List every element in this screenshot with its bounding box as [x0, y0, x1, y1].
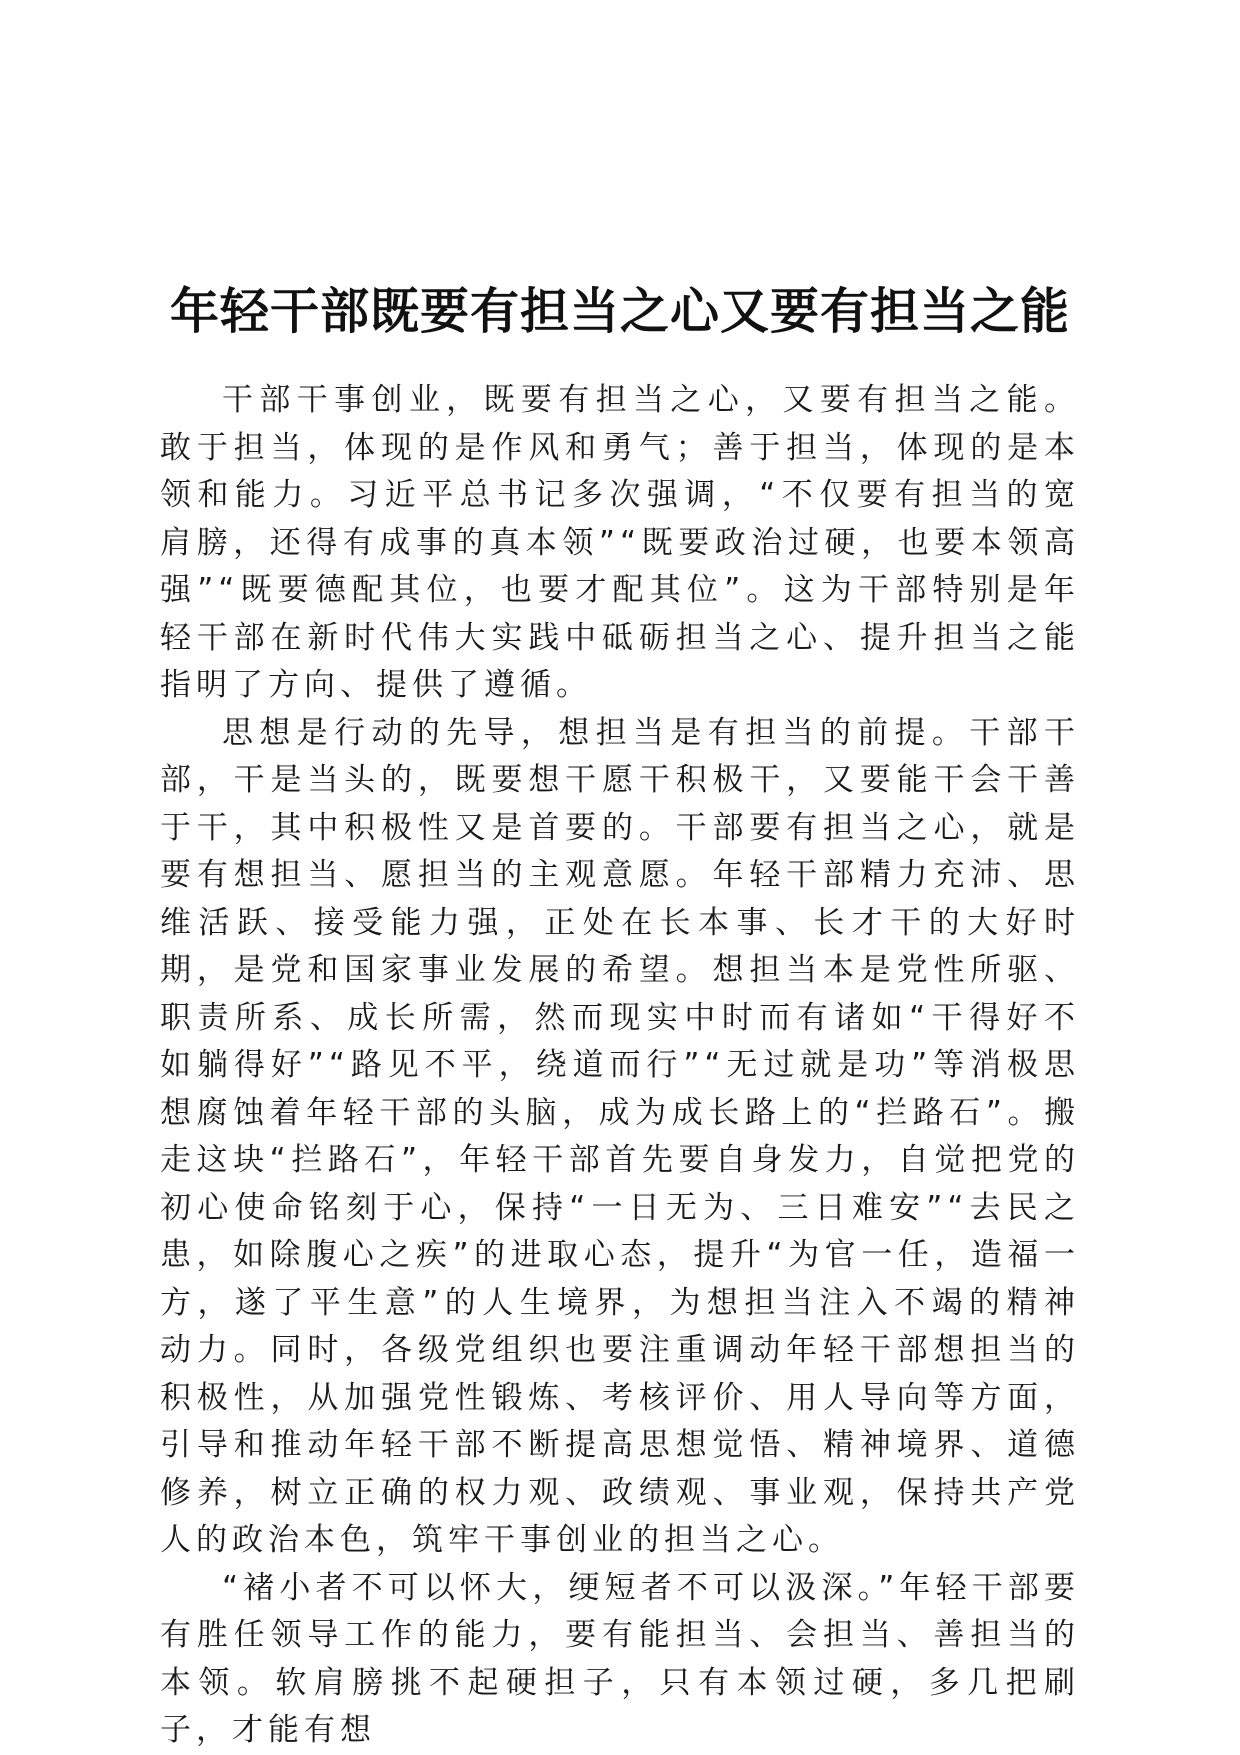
document-body — [160, 377, 1080, 1755]
paragraph-2: 思想是行动的先导，想担当是有担当的前提。干部干部，干是当头的，既要想干愿干积极干，又要能干会干善于干，其中积极性又是首要的。干部要有担当之心，就是要有想担当、愿担当的主观意愿。年轻干部精力充沛、思维活跃、接受能力强，正处在长本事、长才干的大好时期，是党和国家事业发展的希望。想担当本是党性所驱、职责所系、成长所需，然而现实中时而有诸如“干得好不如躺得好”“路见不平，绕道而行”“无过就是功”等消极思想腐蚀着年轻干部的头脑，成为成长路上的“拦路石”。搬走这块“拦路石”，年轻干部首先要自身发力，自觉把党的初心使命铭刻于心，保持“一日无为、三日难安”“去民之患，如除腹心之疾”的进取心态，提升“为官一任，造福一方，遂了平生意”的人生境界，为想担当注入不竭的精神动力。同时，各级党组织也要注重调动年轻干部想担当的积极性，从加强党性锻炼、考核评价、用人导向等方面，引导和推动年轻干部不断提高思想觉悟、精神境界、道德修养，树立正确的权力观、政绩观、事业观，保持共产党人的政治本色，筑牢干事创业的担当之心。 — [160, 714, 1080, 1558]
paragraph-3: “褚小者不可以怀大，绠短者不可以汲深。”年轻干部要有胜任领导工作的能力，要有能担当、会担当、善担当的本领。软肩膀挑不起硬担子，只有本领过硬，多几把刷子，才能有想 — [160, 1569, 1080, 1748]
paragraph-1: 干部干事创业，既要有担当之心，又要有担当之能。敢于担当，体现的是作风和勇气；善于担当，体现的是本领和能力。习近平总书记多次强调，“不仅要有担当的宽肩膀，还得有成事的真本领”“既要政治过硬，也要本领高强”“既要德配其位，也要才配其位”。这为干部特别是年轻干部在新时代伟大实践中砥砺担当之心、提升担当之能指明了方向、提供了遵循。 — [160, 382, 1080, 703]
document-title: 年轻干部既要有担当之心又要有担当之能 — [169, 281, 1070, 340]
